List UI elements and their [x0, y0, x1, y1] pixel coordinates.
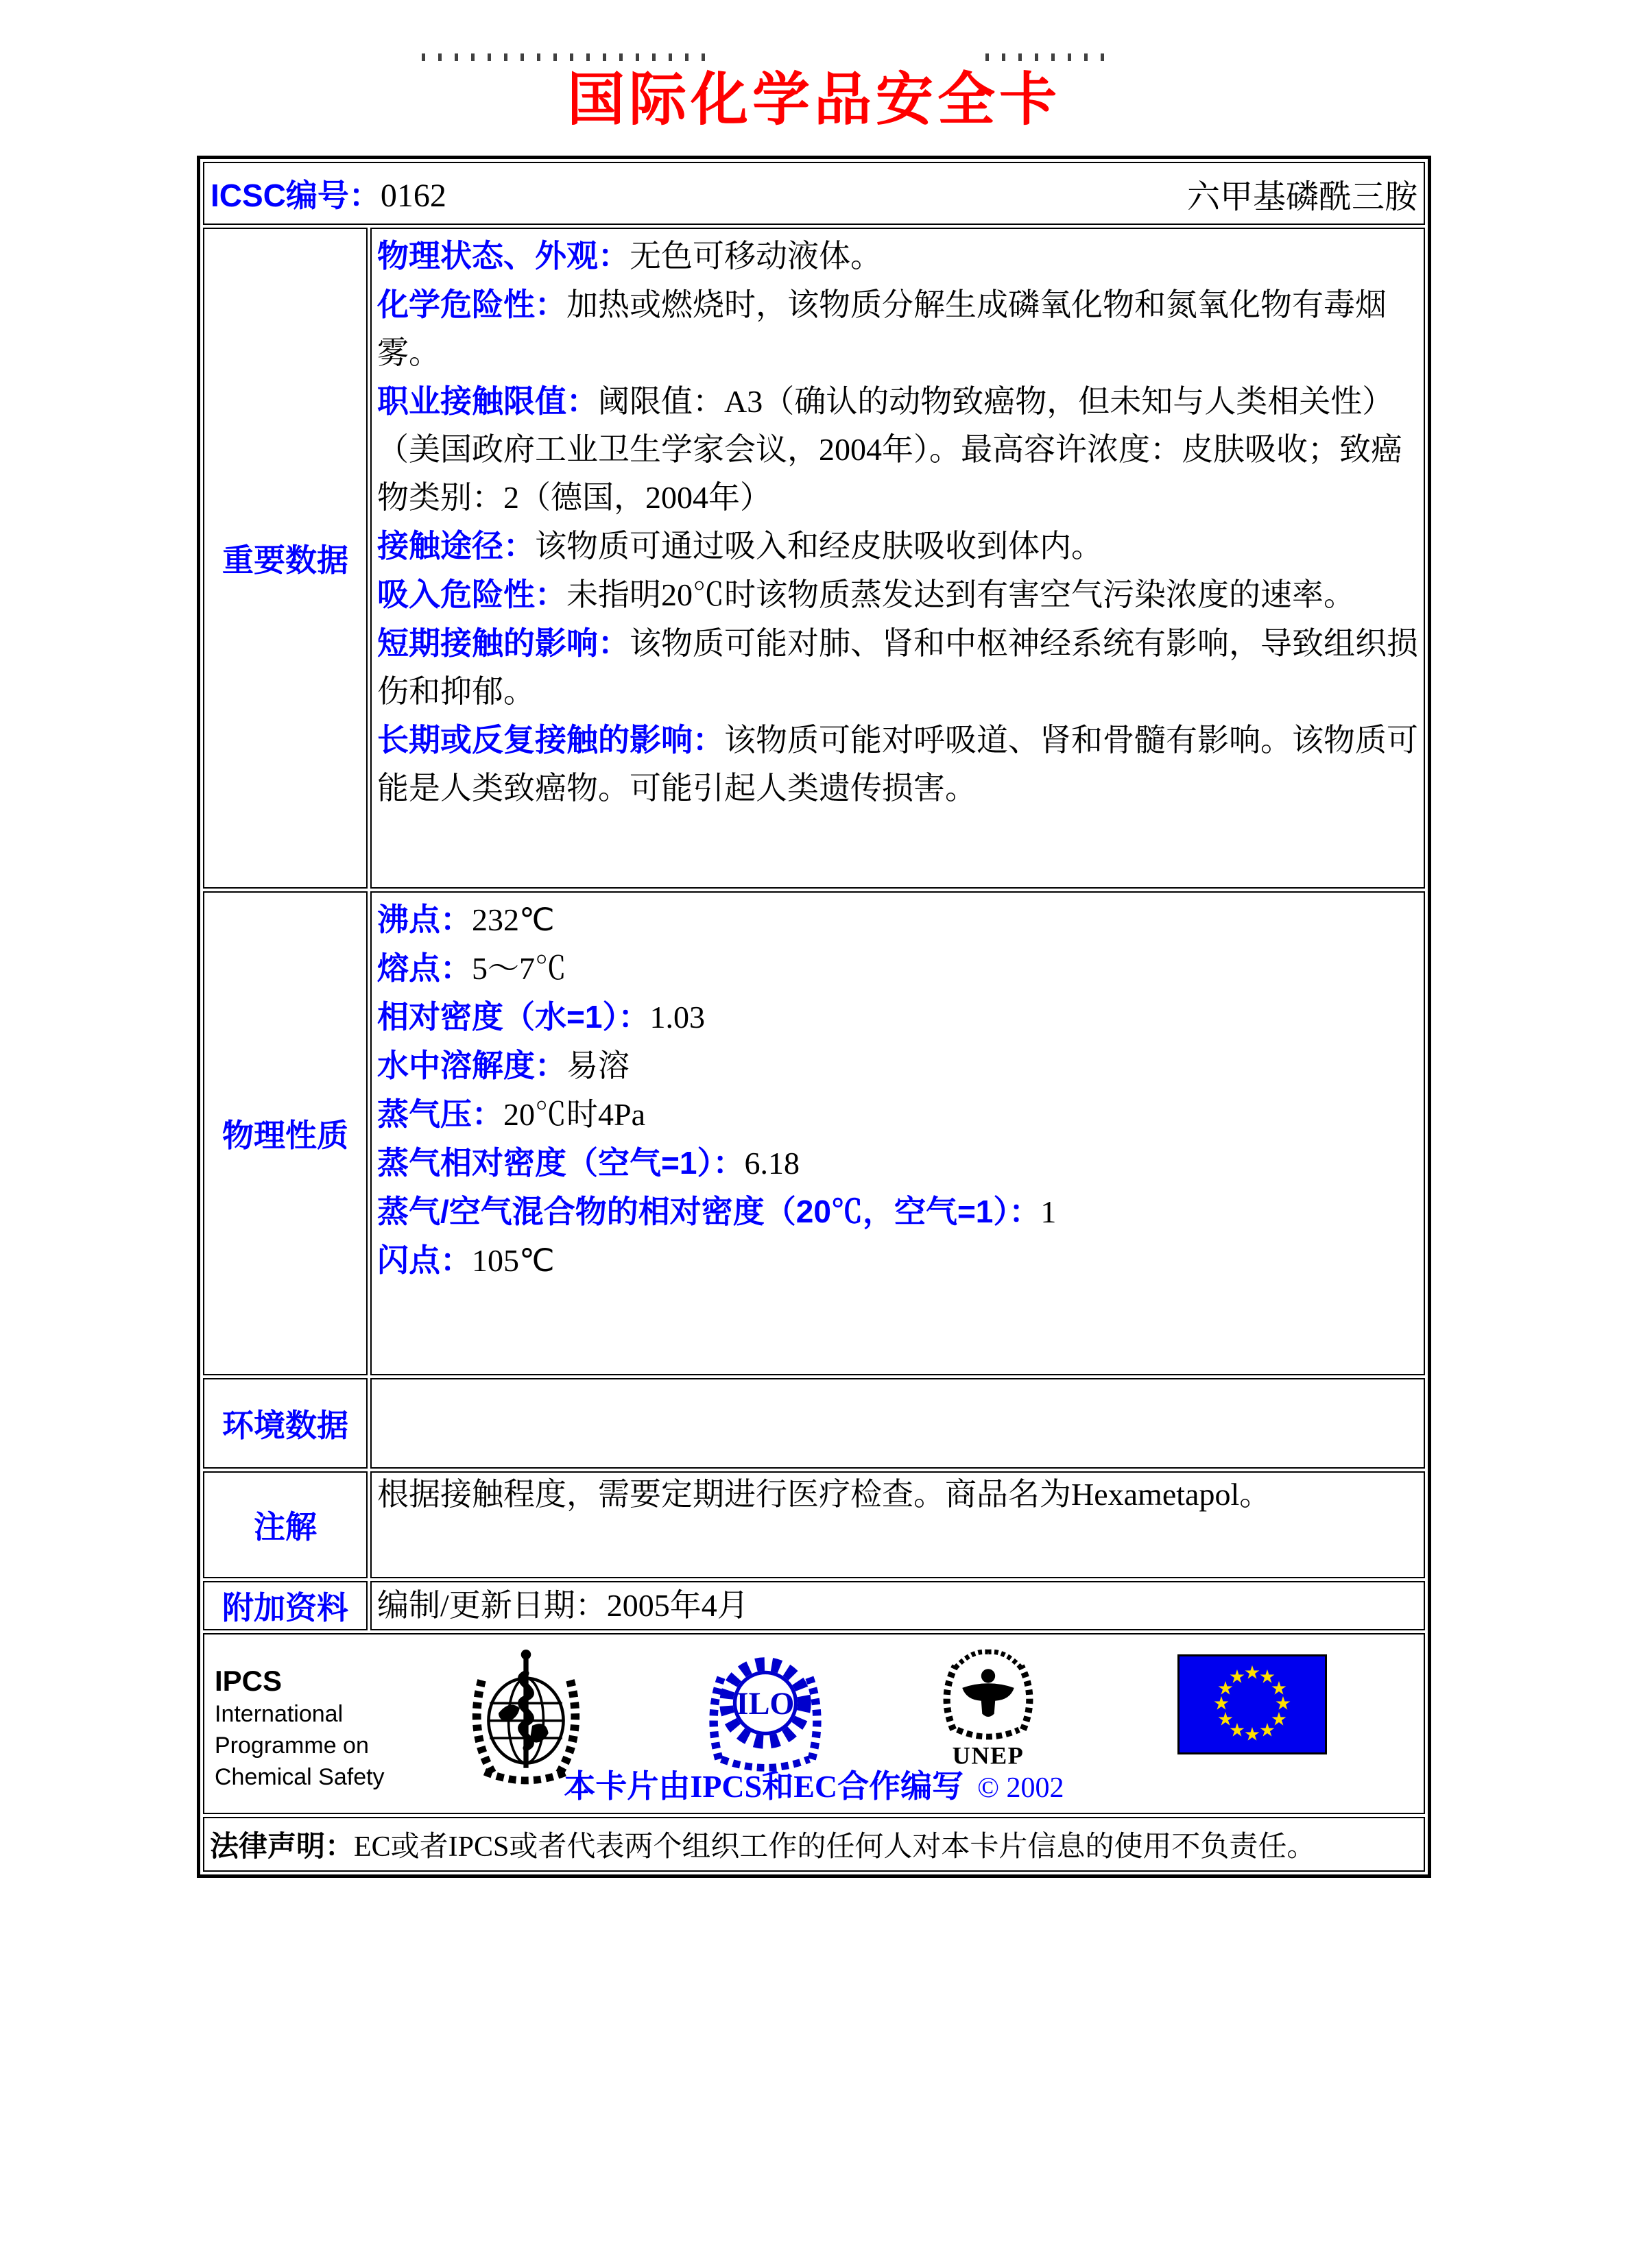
- field-water-solubility: [377, 1041, 1421, 1090]
- field-value: 6.18: [744, 1146, 800, 1181]
- field-inhalation-risk: [377, 570, 1421, 619]
- field-vapor-air-mixture-density: [377, 1187, 1421, 1236]
- cooperation-caption: [205, 1761, 1423, 1807]
- section-label-text: 物理性质: [222, 1118, 348, 1153]
- field-label: 化学危险性：: [377, 287, 566, 322]
- field-value: 编制/更新日期：2005年4月: [377, 1588, 749, 1623]
- icsc-card-page: [0, 53, 1628, 2268]
- field-label: 吸入危险性：: [377, 577, 566, 612]
- field-value: 105℃: [472, 1243, 555, 1278]
- field-label: 接触途径：: [377, 528, 535, 564]
- field-vapor-relative-density: [377, 1139, 1421, 1187]
- svg-text:★: ★: [1270, 1709, 1288, 1730]
- copyright-text: © 2002: [977, 1772, 1064, 1804]
- field-flash-point: [377, 1236, 1421, 1285]
- field-label: 蒸气/空气混合物的相对密度（20℃，空气=1）：: [377, 1194, 1041, 1229]
- field-value: 该物质可能对呼吸道、肾和骨髓有影响。该物质可能是人类致癌物。可能引起人类遗传损害。: [377, 723, 1418, 806]
- field-physical-state: [377, 232, 1421, 280]
- notes-content: [370, 1471, 1425, 1578]
- eu-flag-icon: [1177, 1654, 1327, 1758]
- additional-info-row: [203, 1581, 1425, 1630]
- svg-text:★: ★: [1243, 1724, 1261, 1746]
- svg-text:★: ★: [1243, 1662, 1261, 1684]
- important-data-row: [203, 228, 1425, 889]
- section-label-text: 重要数据: [222, 542, 348, 578]
- important-data-content: [370, 228, 1425, 889]
- chemical-name: 六甲基磷酰三胺: [1186, 178, 1417, 215]
- icsc-number: [211, 171, 446, 216]
- field-value: 5～7℃: [472, 951, 566, 986]
- legal-notice-text: EC或者IPCS或者代表两个组织工作的任何人对本卡片信息的使用不负责任。: [354, 1831, 1316, 1863]
- field-short-term-effects: [377, 619, 1421, 716]
- legal-row: [203, 1817, 1425, 1872]
- section-label-physical-properties: [203, 891, 368, 1375]
- svg-text:★: ★: [1258, 1720, 1276, 1741]
- field-label: 蒸气相对密度（空气=1）：: [377, 1145, 745, 1181]
- field-value: 阈限值：A3（确认的动物致癌物，但未知与人类相关性）（美国政府工业卫生学家会议，2004年）。最高容许浓度：皮肤吸收；致癌物类别：2（德国，2004年）: [377, 384, 1402, 515]
- field-value: 该物质可通过吸入和经皮肤吸收到体内。: [535, 529, 1103, 564]
- field-chemical-danger: [377, 280, 1421, 377]
- svg-text:★: ★: [1217, 1678, 1234, 1700]
- environmental-data-row: [203, 1378, 1425, 1469]
- ipcs-line: International: [215, 1701, 344, 1727]
- field-label: 物理状态、外观：: [377, 238, 630, 274]
- page-title: 国际化学品安全卡: [566, 69, 1061, 132]
- physical-properties-content: [370, 891, 1425, 1375]
- header-cell: [203, 162, 1425, 225]
- field-label: 长期或反复接触的影响：: [377, 722, 724, 758]
- field-label: 短期接触的影响：: [377, 625, 630, 661]
- field-label: 水中溶解度：: [377, 1048, 566, 1083]
- environmental-data-content: [370, 1378, 1425, 1469]
- unep-letters: UNEP: [952, 1741, 1025, 1770]
- field-value: 根据接触程度，需要定期进行医疗检查。商品名为Hexametapol。: [377, 1477, 1271, 1512]
- field-value: 1: [1040, 1194, 1057, 1229]
- physical-properties-row: [203, 891, 1425, 1375]
- caption-text: 本卡片由IPCS和EC合作编写: [564, 1769, 964, 1804]
- field-value: 232℃: [472, 902, 555, 937]
- unep-emblem-icon: [933, 1642, 1043, 1773]
- svg-text:★: ★: [1228, 1720, 1246, 1741]
- icsc-number-label: ICSC编号：: [211, 178, 381, 213]
- field-label: 熔点：: [377, 950, 472, 986]
- ipcs-line: Chemical Safety: [215, 1764, 385, 1790]
- field-value: 加热或燃烧时，该物质分解生成磷氧化物和氮氧化物有毒烟雾。: [377, 287, 1387, 370]
- field-label: 闪点：: [377, 1242, 472, 1278]
- section-label-notes: [203, 1471, 368, 1578]
- field-value: 20℃时4Pa: [503, 1097, 645, 1132]
- field-long-term-effects: [377, 716, 1421, 812]
- svg-text:★: ★: [1212, 1693, 1230, 1715]
- svg-text:★: ★: [1270, 1678, 1288, 1700]
- clipped-text-fragment: [422, 53, 710, 61]
- svg-text:★: ★: [1258, 1666, 1276, 1688]
- field-value: 易溶: [566, 1048, 630, 1083]
- field-label: 相对密度（水=1）：: [377, 999, 650, 1035]
- field-label: 沸点：: [377, 902, 472, 937]
- clipped-text-fragment: [985, 53, 1113, 61]
- section-label-text: 附加资料: [222, 1590, 348, 1626]
- ipcs-title: IPCS: [215, 1665, 283, 1697]
- header-row: [203, 162, 1425, 225]
- field-occupational-limits: [377, 377, 1421, 522]
- icsc-number-value: 0162: [380, 178, 446, 214]
- field-boiling-point: [377, 895, 1421, 944]
- legal-cell: [203, 1817, 1425, 1872]
- icsc-card-table: [197, 156, 1431, 1878]
- ipcs-line: Programme on: [215, 1733, 369, 1759]
- field-value: 无色可移动液体。: [630, 239, 882, 274]
- ilo-letters: ILO: [736, 1687, 795, 1722]
- field-value: 该物质可能对肺、肾和中枢神经系统有影响，导致组织损伤和抑郁。: [377, 626, 1418, 709]
- field-vapor-pressure: [377, 1090, 1421, 1139]
- section-label-important-data: [203, 228, 368, 889]
- field-relative-density: [377, 993, 1421, 1041]
- svg-text:★: ★: [1217, 1709, 1234, 1730]
- additional-info-content: [370, 1581, 1425, 1630]
- section-label-additional-info: [203, 1581, 368, 1630]
- field-value: 未指明20℃时该物质蒸发达到有害空气污染浓度的速率。: [566, 577, 1355, 612]
- field-label: 蒸气压：: [377, 1096, 503, 1132]
- logos-cell: [203, 1633, 1425, 1814]
- svg-text:★: ★: [1228, 1666, 1246, 1688]
- field-value: 1.03: [649, 1000, 705, 1035]
- field-exposure-routes: [377, 522, 1421, 570]
- field-melting-point: [377, 944, 1421, 993]
- section-label-environmental-data: [203, 1378, 368, 1469]
- field-label: 职业接触限值：: [377, 383, 598, 419]
- svg-text:★: ★: [1274, 1693, 1292, 1715]
- notes-row: [203, 1471, 1425, 1578]
- legal-notice-label: 法律声明：: [210, 1830, 355, 1862]
- section-label-text: 注解: [254, 1509, 317, 1545]
- logos-row: [203, 1633, 1425, 1814]
- section-label-text: 环境数据: [222, 1408, 348, 1443]
